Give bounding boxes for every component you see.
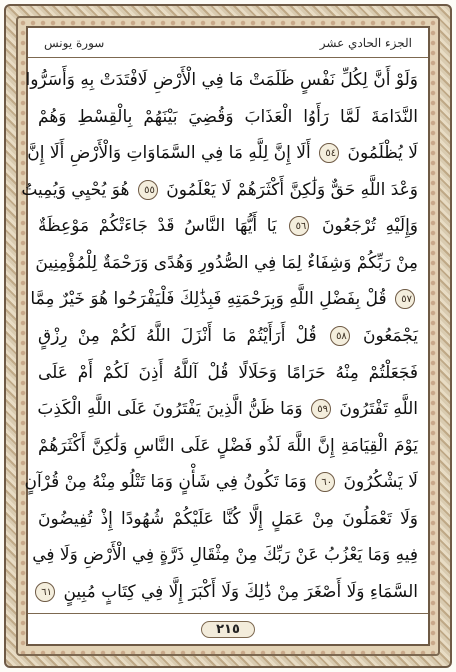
verse-text: وَلَوْ أَنَّ لِكُلِّ نَفْسٍ ظَلَمَتْ مَا فِي الْأَرْضِ لَافْتَدَتْ بِهِ وَأَسَرُّوا: [25, 70, 418, 90]
verse-text: أَلَا إِنَّ لِلَّهِ مَا فِي السَّمَاوَاتِ وَالْأَرْضِ أَلَا إِنَّ: [27, 143, 311, 164]
verse-text: هُوَ يُحْيِي وَيُمِيتُ: [21, 179, 130, 200]
verse-text: قُلْ بِفَضْلِ اللَّهِ وَبِرَحْمَتِهِ فَبِذَٰلِكَ فَلْيَفْرَحُوا هُوَ خَيْرٌ مِمَّا: [30, 289, 387, 310]
text-line: [25, 62, 418, 98]
verse-text: وَمَا تَكُونُ فِي شَأْنٍ وَمَا تَتْلُو مِنْهُ مِنْ قُرْآنٍ: [24, 472, 307, 493]
verse-text: فِيهِ وَمَا يَعْزُبُ عَنْ رَبِّكَ مِنْ مِثْقَالِ ذَرَّةٍ فِي الْأَرْضِ وَلَا فِي: [32, 545, 418, 566]
text-line: [38, 574, 418, 610]
verse-text: وَإِلَيْهِ تُرْجَعُونَ: [321, 216, 418, 237]
verse-text: فَجَعَلْتُمْ مِنْهُ حَرَامًا وَحَلَالًا قُلْ آللَّهُ أَذِنَ لَكُمْ أَمْ عَلَى: [38, 362, 418, 383]
text-line: [30, 281, 418, 317]
text-line: [38, 208, 418, 244]
verse-text: يَا أَيُّهَا النَّاسُ قَدْ جَاءَتْكُمْ مَوْعِظَةٌ: [38, 216, 277, 237]
text-line: [38, 318, 418, 354]
text-line: [21, 172, 418, 208]
verse-number-marker: ٥٩: [311, 399, 331, 419]
verse-text: قُلْ أَرَأَيْتُمْ مَا أَنْزَلَ اللَّهُ لَكُمْ مِنْ رِزْقٍ: [38, 325, 317, 346]
verse-text: لَا يَشْكُرُونَ: [343, 472, 418, 493]
text-line: [38, 501, 418, 537]
verse-number-marker: ٥٥: [138, 180, 158, 200]
text-line: [38, 391, 418, 427]
text-line: [38, 99, 418, 135]
text-line: [27, 135, 418, 171]
surah-title: سورة يونس: [44, 35, 105, 50]
quran-text: [21, 62, 418, 610]
verse-number-marker: ٦٠: [315, 472, 335, 492]
text-line: [38, 355, 418, 391]
verse-text: يَجْمَعُونَ: [362, 325, 418, 346]
page-number: ٢١٥: [201, 621, 255, 638]
text-line: [32, 537, 418, 573]
ornamental-pattern: [16, 16, 440, 656]
text-line: [24, 464, 418, 500]
text-line: [38, 428, 418, 464]
page-header: [28, 28, 428, 58]
verse-text: اللَّهِ تَفْتَرُونَ: [339, 399, 418, 420]
text-line: [35, 245, 418, 281]
page-footer: [28, 613, 428, 644]
verse-number-marker: ٥٧: [395, 289, 415, 309]
verse-number-marker: ٥٨: [330, 326, 350, 346]
verse-number-marker: ٦١: [35, 582, 55, 602]
verse-text: وَلَا تَعْمَلُونَ مِنْ عَمَلٍ إِلَّا كُنَّا عَلَيْكُمْ شُهُودًا إِذْ تُفِيضُونَ: [38, 508, 418, 529]
juz-title: الجزء الحادي عشر: [319, 35, 412, 50]
ornamental-border: [4, 4, 452, 668]
verse-text: السَّمَاءِ وَلَا أَصْغَرَ مِنْ ذَٰلِكَ وَلَا أَكْبَرَ إِلَّا فِي كِتَابٍ مُبِينٍ: [63, 581, 418, 602]
verse-text: وَمَا ظَنُّ الَّذِينَ يَفْتَرُونَ عَلَى اللَّهِ الْكَذِبَ: [37, 399, 303, 420]
text-panel: [21, 26, 430, 646]
verse-number-marker: ٥٦: [289, 216, 309, 236]
verse-text: يَوْمَ الْقِيَامَةِ إِنَّ اللَّهَ لَذُو فَضْلٍ عَلَى النَّاسِ وَلَٰكِنَّ أَكْثَرَهُمْ: [38, 435, 418, 456]
verse-text: وَعْدَ اللَّهِ حَقٌّ وَلَٰكِنَّ أَكْثَرَهُمْ لَا يَعْلَمُونَ: [166, 179, 418, 200]
verse-text: النَّدَامَةَ لَمَّا رَأَوُا الْعَذَابَ وَقُضِيَ بَيْنَهُمْ بِالْقِسْطِ وَهُمْ: [38, 106, 418, 127]
verse-text: مِنْ رَبِّكُمْ وَشِفَاءٌ لِمَا فِي الصُّدُورِ وَهُدًى وَرَحْمَةٌ لِلْمُؤْمِنِينَ: [35, 252, 418, 273]
verse-text: لَا يُظْلَمُونَ: [347, 143, 418, 164]
verse-number-marker: ٥٤: [319, 143, 339, 163]
